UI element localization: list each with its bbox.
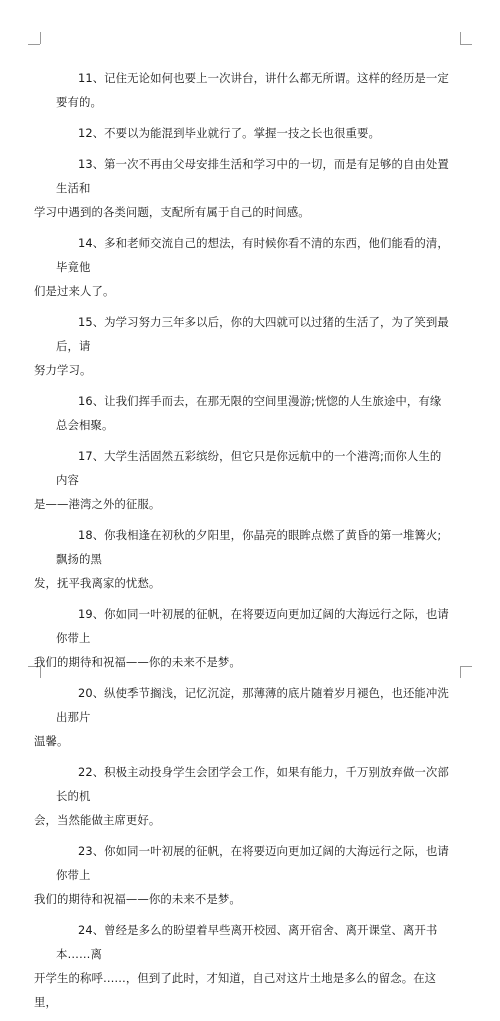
paragraph-line: 发，抚平我离家的忧愁。 (34, 576, 161, 590)
paragraph-p16 (56, 389, 450, 437)
paragraph-p12 (56, 121, 450, 145)
crop-mark-top-left-v (40, 32, 41, 44)
paragraph-p17 (34, 444, 450, 516)
paragraph-line: 温馨。 (34, 734, 69, 748)
paragraph-p18 (34, 523, 450, 595)
paragraph-line: 15、为学习努力三年多以后，你的大四就可以过猪的生活了，为了笑到最后，请 (56, 315, 449, 353)
paragraph-p22 (34, 760, 450, 832)
paragraph-line: 学习中遇到的各类问题，支配所有属于自己的时间感。 (34, 205, 310, 219)
paragraph-line: 努力学习。 (34, 363, 92, 377)
paragraph-line: 我们的期待和祝福——你的未来不是梦。 (34, 655, 241, 669)
crop-mark-top-right-h (460, 44, 472, 45)
paragraph-p13 (34, 152, 450, 224)
paragraph-line: 12、不要以为能混到毕业就行了。掌握一技之长也很重要。 (78, 126, 380, 140)
paragraph-p11 (56, 66, 450, 114)
paragraph-line: 16、让我们挥手而去，在那无限的空间里漫游;恍惚的人生旅途中，有缘总会相聚。 (56, 394, 442, 432)
paragraph-line: 开学生的称呼……，但到了此时，才知道，自己对这片土地是多么的留念。在这里， (34, 971, 437, 1009)
crop-mark-bottom-right-v (460, 666, 461, 678)
paragraph-line: 11、记住无论如何也要上一次讲台，讲什么都无所谓。这样的经历是一定要有的。 (56, 71, 449, 109)
paragraph-p23 (34, 839, 450, 911)
paragraph-line: 24、曾经是多么的盼望着早些离开校园、离开宿舍、离开课堂、离开书本……离 (56, 923, 438, 961)
paragraph-p19 (34, 602, 450, 674)
paragraph-line: 17、大学生活固然五彩缤纷，但它只是你远航中的一个港湾;而你人生的内容 (56, 449, 442, 487)
paragraph-p15 (34, 310, 450, 382)
paragraph-line: 22、积极主动投身学生会团学会工作，如果有能力，千万别放弃做一次部长的机 (56, 765, 449, 803)
paragraph-line: 是——港湾之外的征服。 (34, 497, 161, 511)
paragraph-line: 19、你如同一叶初展的征帆，在将要迈向更加辽阔的大海远行之际，也请你带上 (56, 607, 449, 645)
paragraph-line: 23、你如同一叶初展的征帆，在将要迈向更加辽阔的大海远行之际，也请你带上 (56, 844, 449, 882)
paragraph-line: 会，当然能做主席更好。 (34, 813, 161, 827)
paragraph-line: 们是过来人了。 (34, 284, 115, 298)
paragraph-line: 18、你我相逢在初秋的夕阳里，你晶亮的眼眸点燃了黄昏的第一堆篝火;飘扬的黑 (56, 528, 442, 566)
paragraph-line: 13、第一次不再由父母安排生活和学习中的一切，而是有足够的自由处置生活和 (56, 157, 449, 195)
crop-mark-bottom-right-h (460, 666, 472, 667)
paragraph-p14 (34, 231, 450, 303)
crop-mark-top-right-v (460, 32, 461, 44)
paragraph-p24 (34, 918, 450, 1014)
paragraph-line: 20、纵使季节搁浅，记忆沉淀，那薄薄的底片随着岁月褪色，也还能冲洗出那片 (56, 686, 449, 724)
paragraph-p20 (34, 681, 450, 753)
crop-mark-top-left-h (28, 44, 40, 45)
paragraph-line: 14、多和老师交流自己的想法，有时候你看不清的东西，他们能看的清，毕竟他 (56, 236, 449, 274)
paragraph-line: 我们的期待和祝福——你的未来不是梦。 (34, 892, 241, 906)
document-body (34, 66, 450, 1021)
